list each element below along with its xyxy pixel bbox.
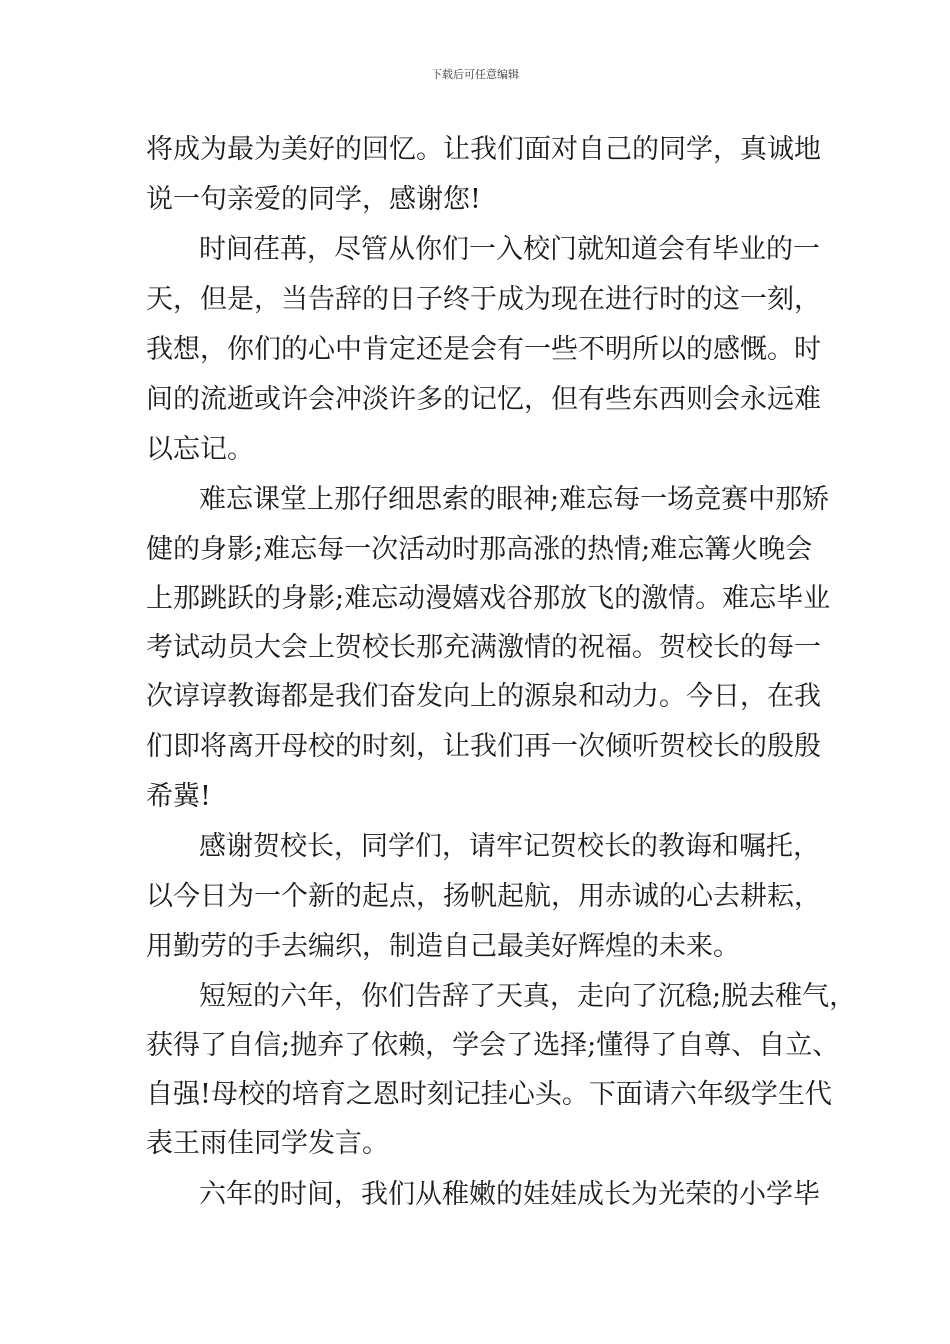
text-line: 们即将离开母校的时刻，让我们再一次倾听贺校长的殷殷 bbox=[146, 731, 821, 762]
text-line: 上那跳跃的身影;难忘动漫嬉戏谷那放飞的激情。难忘毕业 bbox=[146, 583, 831, 614]
text-line: 六年的时间，我们从稚嫩的娃娃成长为光荣的小学毕 bbox=[199, 1179, 820, 1210]
text-line: 天，但是，当告辞的日子终于成为现在进行时的这一刻， bbox=[146, 284, 821, 315]
text-line: 健的身影;难忘每一次活动时那高涨的热情;难忘篝火晚会 bbox=[146, 534, 813, 565]
text-line: 我想，你们的心中肯定还是会有一些不明所以的感慨。时 bbox=[146, 334, 821, 365]
page-header: 下载后可任意编辑 bbox=[431, 68, 519, 81]
text-line: 表王雨佳同学发言。 bbox=[146, 1128, 389, 1159]
text-line: 以今日为一个新的起点，扬帆起航，用赤诚的心去耕耘， bbox=[146, 881, 821, 912]
text-line: 以忘记。 bbox=[146, 434, 254, 465]
text-line: 间的流逝或许会冲淡许多的记忆，但有些东西则会永远难 bbox=[146, 384, 821, 415]
text-line: 用勤劳的手去编织，制造自己最美好辉煌的未来。 bbox=[146, 931, 740, 962]
text-line: 感谢贺校长，同学们，请牢记贺校长的教诲和嘱托， bbox=[199, 831, 820, 862]
text-line: 希冀! bbox=[146, 781, 211, 812]
text-line: 获得了自信;抛弃了依赖，学会了选择;懂得了自尊、自立、 bbox=[146, 1030, 840, 1061]
text-line: 说一句亲爱的同学，感谢您! bbox=[146, 184, 481, 215]
text-line: 难忘课堂上那仔细思索的眼神;难忘每一场竞赛中那矫 bbox=[199, 484, 830, 515]
text-line: 将成为最为美好的回忆。让我们面对自己的同学，真诚地 bbox=[146, 134, 821, 165]
text-line: 时间荏苒，尽管从你们一入校门就知道会有毕业的一 bbox=[199, 234, 820, 265]
text-line: 次谆谆教诲都是我们奋发向上的源泉和动力。今日，在我 bbox=[146, 681, 821, 712]
text-line: 自强!母校的培育之恩时刻记挂心头。下面请六年级学生代 bbox=[146, 1079, 832, 1110]
text-line: 考试动员大会上贺校长那充满激情的祝福。贺校长的每一 bbox=[146, 632, 821, 663]
text-line: 短短的六年，你们告辞了天真，走向了沉稳;脱去稚气， bbox=[199, 981, 857, 1012]
